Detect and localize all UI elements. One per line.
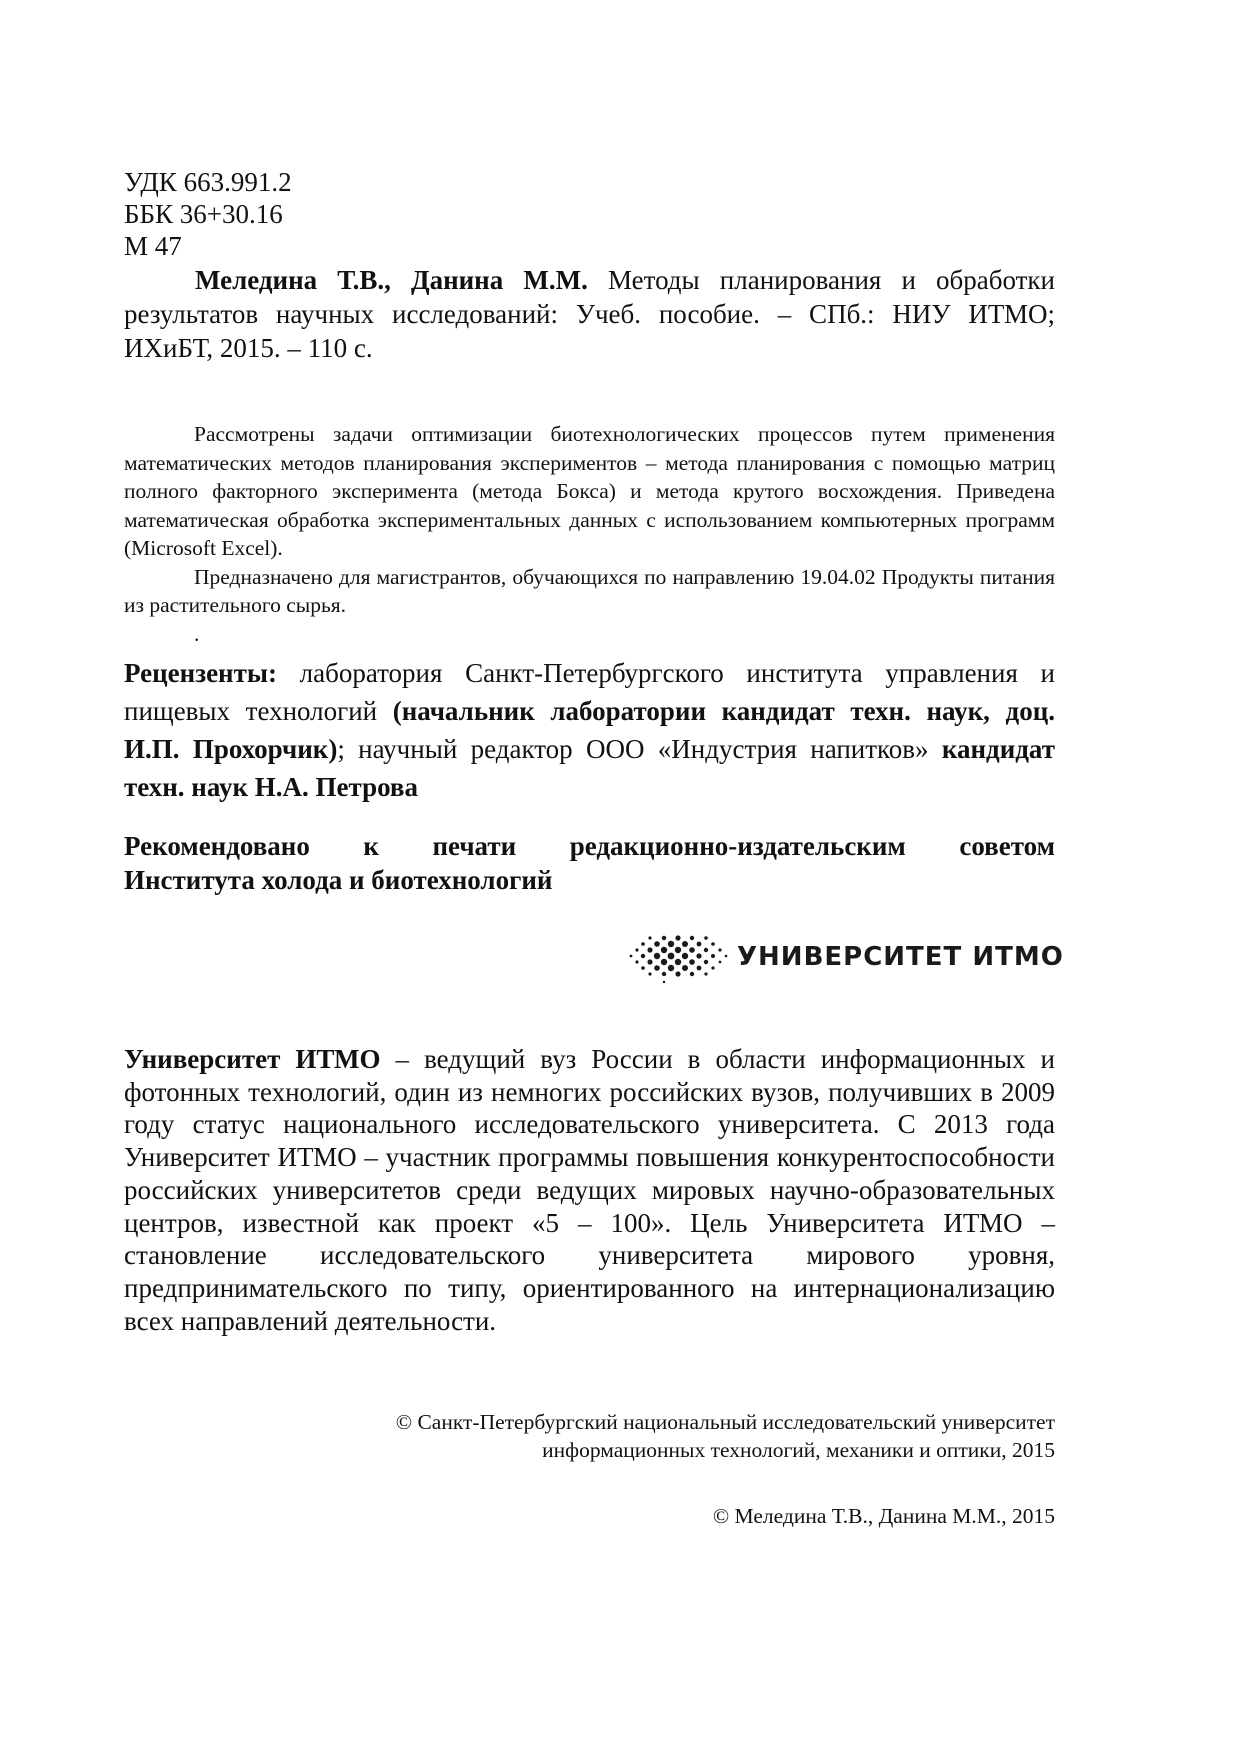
university-name: Университет ИТМО	[124, 1044, 381, 1074]
itmo-logo	[625, 930, 1064, 986]
reviewers-bold-2: кандидат техн. наук Н.А. Петрова	[124, 734, 1055, 802]
university-copyright	[124, 1408, 1055, 1464]
authors-copyright	[124, 1502, 1055, 1530]
university-copyright-line-2: информационных технологий, механики и оптики, 2015	[542, 1438, 1055, 1462]
university-copyright-line-1: © Санкт-Петербургский национальный исследовательский университет	[395, 1410, 1055, 1434]
reviewers-text-2: ; научный редактор ООО «Индустрия напитков»	[337, 734, 942, 764]
itmo-logo-text: УНИВЕРСИТЕТ ИТМО	[737, 942, 1064, 972]
authors-copyright-line: © Меледина Т.В., Данина М.М., 2015	[712, 1504, 1055, 1528]
udk-code: УДК 663.991.2	[124, 167, 292, 197]
recommendation-line-2: Института холода и биотехнологий	[124, 865, 553, 895]
abstract-paragraph-2: Предназначено для магистрантов, обучающихся по направлению 19.04.02 Продукты питания из растительного сырья.	[124, 564, 1055, 617]
bibliographic-record	[124, 263, 1055, 365]
author-mark: М 47	[124, 231, 182, 261]
classification-codes	[124, 166, 1055, 262]
bbk-code: ББК 36+30.16	[124, 199, 283, 229]
recommendation	[124, 829, 1055, 897]
abstract-dot: .	[194, 621, 200, 646]
book-authors: Меледина Т.В., Данина М.М.	[195, 265, 588, 295]
reviewers-text-1: лаборатория Санкт-Петербургского института управления и пищевых технологий	[124, 658, 1055, 726]
itmo-dots-icon	[625, 930, 735, 986]
about-university	[124, 1043, 1055, 1337]
abstract	[124, 420, 1055, 648]
reviewers-label: Рецензенты:	[124, 658, 277, 688]
book-description: Методы планирования и обработки результатов научных исследований: Учеб. пособие. – СПб.: НИУ ИТМО; ИХиБТ, 2015. – 110 с.	[124, 265, 1055, 363]
reviewers	[124, 654, 1055, 806]
recommendation-line-1: Рекомендовано к печати редакционно-издательским советом	[124, 831, 1055, 861]
about-text: – ведущий вуз России в области информационных и фотонных технологий, один из немногих российских вузов, получивших в 2009 году статус национального исследовательского университета. С 2013 года Университет ИТМО – участник программы повышения конкурентоспособности российских университетов среди ведущих мировых научно-образовательных центров, известной как проект «5 – 100». Цель Университета ИТМО – становление исследовательского университета мирового уровня, предпринимательского по типу, ориентированного на интернационализацию всех направлений деятельности.	[124, 1044, 1056, 1336]
reviewers-bold-1: (начальник лаборатории кандидат техн. наук, доц. И.П. Прохорчик)	[124, 696, 1055, 764]
abstract-paragraph-1: Рассмотрены задачи оптимизации биотехнологических процессов путем применения математических методов планирования экспериментов – метода планирования с помощью матриц полного факторного эксперимента (метода Бокса) и метода крутого восхождения. Приведена математическая обработка экспериментальных данных с использованием компьютерных программ (Microsoft Excel).	[124, 422, 1055, 560]
